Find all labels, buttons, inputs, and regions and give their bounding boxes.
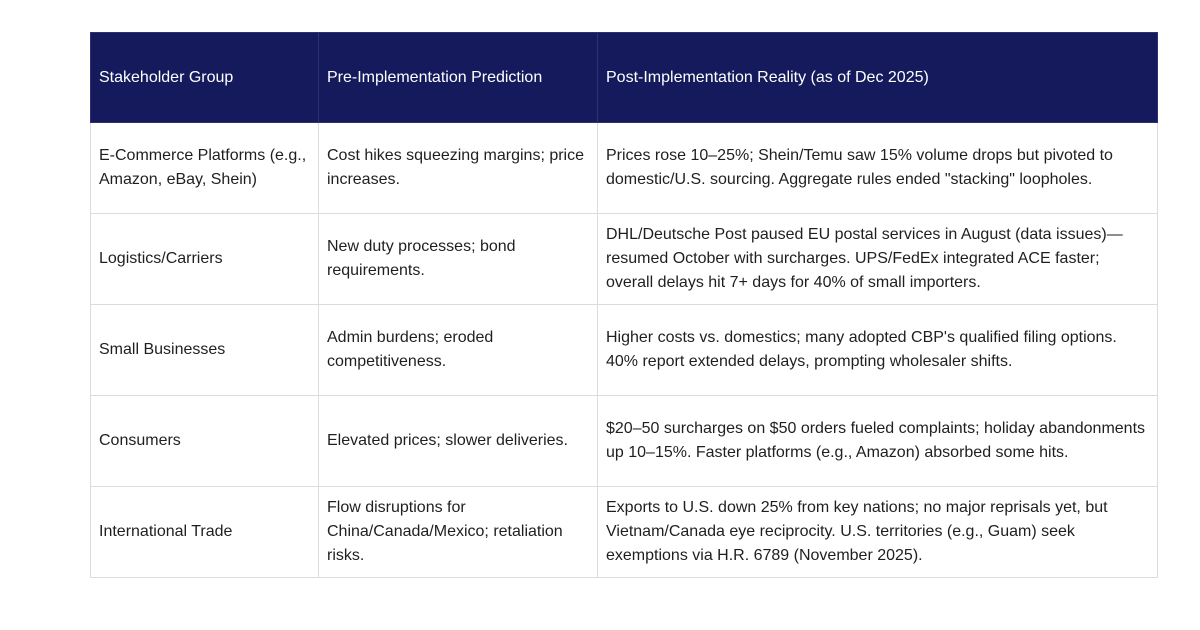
cell-prediction: Flow disruptions for China/Canada/Mexico; retaliation risks. [319, 487, 598, 578]
cell-group: Small Businesses [91, 305, 319, 396]
cell-prediction: Elevated prices; slower deliveries. [319, 396, 598, 487]
table-row [91, 123, 1158, 214]
stakeholder-impact-table [90, 32, 1158, 578]
table-row [91, 396, 1158, 487]
cell-group: Logistics/Carriers [91, 214, 319, 305]
cell-reality: Exports to U.S. down 25% from key nations; no major reprisals yet, but Vietnam/Canada eye reciprocity. U.S. territories (e.g., Guam) seek exemptions via H.R. 6789 (November 2025). [598, 487, 1158, 578]
header-post-implementation: Post-Implementation Reality (as of Dec 2025) [598, 33, 1158, 123]
table-row [91, 214, 1158, 305]
cell-prediction: Cost hikes squeezing margins; price increases. [319, 123, 598, 214]
cell-prediction: Admin burdens; eroded competitiveness. [319, 305, 598, 396]
table-row [91, 305, 1158, 396]
cell-group: E-Commerce Platforms (e.g., Amazon, eBay, Shein) [91, 123, 319, 214]
cell-reality: Prices rose 10–25%; Shein/Temu saw 15% volume drops but pivoted to domestic/U.S. sourcing. Aggregate rules ended "stacking" loopholes. [598, 123, 1158, 214]
table-row [91, 487, 1158, 578]
cell-prediction: New duty processes; bond requirements. [319, 214, 598, 305]
cell-group: International Trade [91, 487, 319, 578]
cell-reality: DHL/Deutsche Post paused EU postal services in August (data issues)—resumed October with surcharges. UPS/FedEx integrated ACE faster; overall delays hit 7+ days for 40% of small importers. [598, 214, 1158, 305]
header-stakeholder-group: Stakeholder Group [91, 33, 319, 123]
cell-reality: $20–50 surcharges on $50 orders fueled complaints; holiday abandonments up 10–15%. Faster platforms (e.g., Amazon) absorbed some hits. [598, 396, 1158, 487]
table-header-row [91, 33, 1158, 123]
cell-reality: Higher costs vs. domestics; many adopted CBP's qualified filing options. 40% report extended delays, prompting wholesaler shifts. [598, 305, 1158, 396]
header-pre-implementation: Pre-Implementation Prediction [319, 33, 598, 123]
cell-group: Consumers [91, 396, 319, 487]
